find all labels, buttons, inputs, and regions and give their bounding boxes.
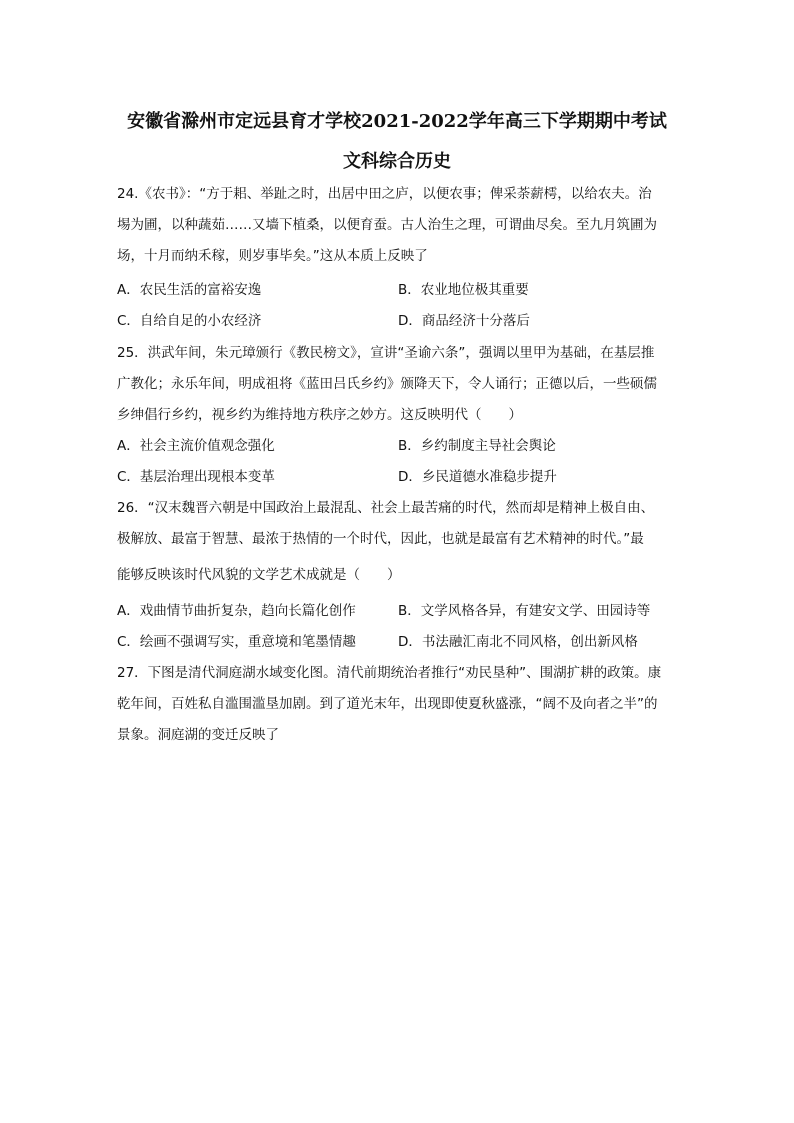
q27-stem-line-1: 27．下图是清代洞庭湖水域变化图。清代前期统治者推行“劝民垦种”、围湖扩耕的政策。康: [117, 665, 662, 681]
q24-stem-line-1: 24.《农书》：“方于耜、举趾之时，出居中田之庐，以便农事；俾采荼薪樗，以给农夫。治: [117, 186, 652, 202]
q26-stem-line-3: 能够反映该时代风貌的文学艺术成就是（ ）: [117, 567, 401, 583]
q26-option-d: D．书法融汇南北不同风格，创出新风格: [398, 634, 638, 650]
q24-stem-line-2: 埸为圃，以种蔬茹……又墙下植桑，以便育蚕。古人治生之理，可谓曲尽矣。至九月筑圃为: [117, 217, 657, 233]
q26-option-b: B．文学风格各异，有建安文学、田园诗等: [398, 603, 651, 619]
q25-option-a: A．社会主流价值观念强化: [117, 438, 275, 454]
q24-option-a: A．农民生活的富裕安逸: [117, 282, 262, 298]
q25-stem-line-2: 广教化；永乐年间，明成祖将《蓝田吕氏乡约》颁降天下，令人诵行；正德以后，一些硕儒: [117, 376, 657, 392]
q24-option-c: C．自给自足的小农经济: [117, 313, 262, 329]
q26-stem-line-1: 26．“汉末魏晋六朝是中国政治上最混乱、社会上最苦痛的时代，然而却是精神上极自由、: [117, 500, 655, 516]
q25-option-d: D．乡民道德水准稳步提升: [398, 469, 557, 485]
q27-stem-line-3: 景象。洞庭湖的变迁反映了: [117, 727, 279, 743]
exam-subtitle: 文科综合历史: [343, 151, 451, 172]
q26-option-c: C．绘画不强调写实，重意境和笔墨情趣: [117, 634, 356, 650]
q25-stem-line-1: 25．洪武年间，朱元璋颁行《教民榜文》，宣讲“圣谕六条”，强调以里甲为基础，在基层推: [117, 345, 655, 361]
q24-option-d: D．商品经济十分落后: [398, 313, 530, 329]
q24-option-b: B．农业地位极其重要: [398, 282, 529, 298]
q26-option-a: A．戏曲情节曲折复杂，趋向长篇化创作: [117, 603, 356, 619]
q24-stem-line-3: 场，十月而纳禾稼，则岁事毕矣。”这从本质上反映了: [117, 248, 428, 264]
q25-stem-line-3: 乡绅倡行乡约，视乡约为维持地方秩序之妙方。这反映明代（ ）: [117, 407, 522, 423]
q25-option-b: B．乡约制度主导社会舆论: [398, 438, 556, 454]
q26-stem-line-2: 极解放、最富于智慧、最浓于热情的一个时代，因此，也就是最富有艺术精神的时代。”最: [117, 531, 644, 547]
exam-title: 安徽省滁州市定远县育才学校2021-2022学年高三下学期期中考试: [127, 111, 667, 132]
q27-stem-line-2: 乾年间，百姓私自滥围滥垦加剧。到了道光末年，出现即使夏秋盛涨，“阔不及向者之半”的: [117, 696, 658, 712]
q25-option-c: C．基层治理出现根本变革: [117, 469, 275, 485]
